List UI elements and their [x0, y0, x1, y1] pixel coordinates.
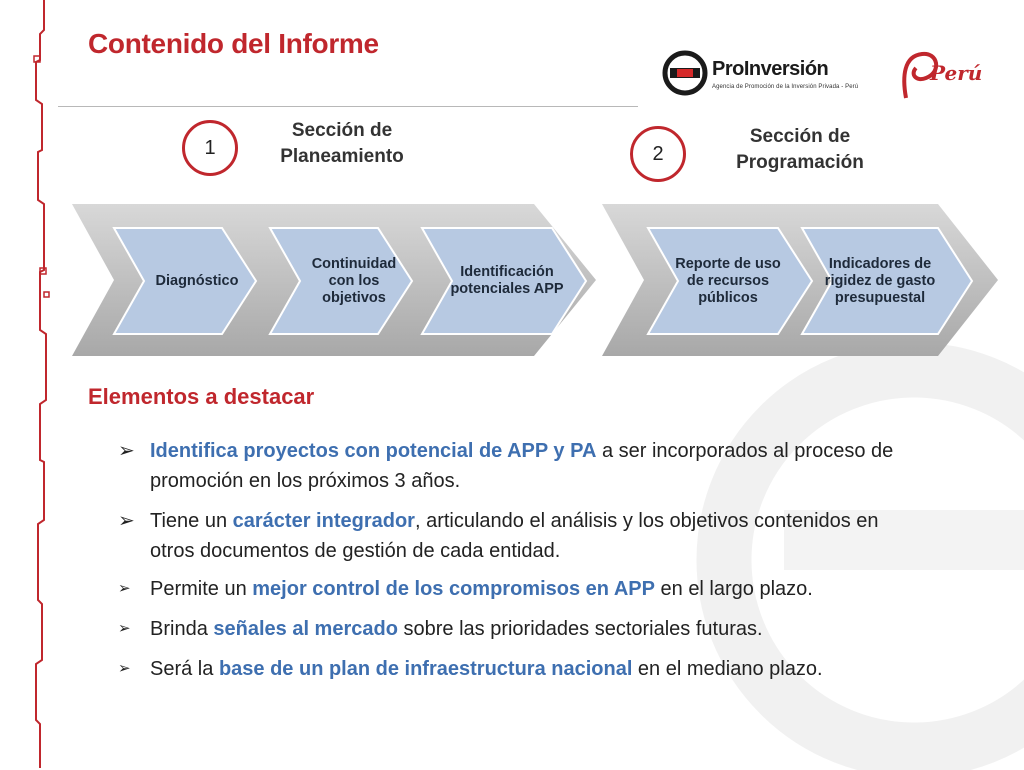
- section-number-1: 1: [182, 120, 238, 176]
- decorative-border: [0, 0, 60, 768]
- step-diagnostico: Diagnóstico: [155, 272, 239, 289]
- bullet-item: ➢ Identifica proyectos con potencial de APP y PA a ser incorporados al proceso de promoción en los próximos 3 años.: [118, 436, 918, 496]
- arrow-bullet-icon: ➢: [118, 620, 131, 637]
- page-title: Contenido del Informe: [88, 28, 379, 59]
- step-indicadores: Indicadores de rigidez de gasto presupuestal: [824, 255, 936, 306]
- arrow-bullet-icon: ➢: [118, 510, 135, 532]
- highlights-heading: Elementos a destacar: [88, 384, 315, 409]
- step-continuidad: Continuidad con los objetivos: [311, 255, 397, 306]
- proinversion-name: ProInversión: [712, 58, 829, 80]
- title-divider: [58, 106, 638, 107]
- section-number-2: 2: [630, 126, 686, 182]
- proinversion-logo-icon: [662, 50, 708, 96]
- proinversion-subtitle: Agencia de Promoción de la Inversión Privada - Perú: [712, 84, 859, 90]
- step-reporte: Reporte de uso de recursos públicos: [675, 255, 781, 306]
- arrow-bullet-icon: ➢: [118, 440, 135, 462]
- bullet-item: ➢ Permite un mejor control de los compromisos en APP en el largo plazo.: [118, 574, 918, 604]
- bullet-item: ➢ Será la base de un plan de infraestructura nacional en el mediano plazo.: [118, 654, 918, 684]
- section-title-planeamiento: Sección de Planeamiento: [280, 120, 404, 167]
- section-title-programacion: Sección de Programación: [736, 126, 864, 173]
- bullet-item: ➢ Tiene un carácter integrador, articulando el análisis y los objetivos contenidos en otros documentos de gestión de cada entidad.: [118, 506, 918, 566]
- arrow-bullet-icon: ➢: [118, 660, 131, 677]
- bullet-item: ➢ Brinda señales al mercado sobre las prioridades sectoriales futuras.: [118, 614, 918, 644]
- step-identificacion: Identificación potenciales APP: [450, 264, 564, 297]
- arrow-bullet-icon: ➢: [118, 580, 131, 597]
- peru-brand-logo: [896, 46, 988, 102]
- peru-logo-text: Perú: [930, 61, 983, 85]
